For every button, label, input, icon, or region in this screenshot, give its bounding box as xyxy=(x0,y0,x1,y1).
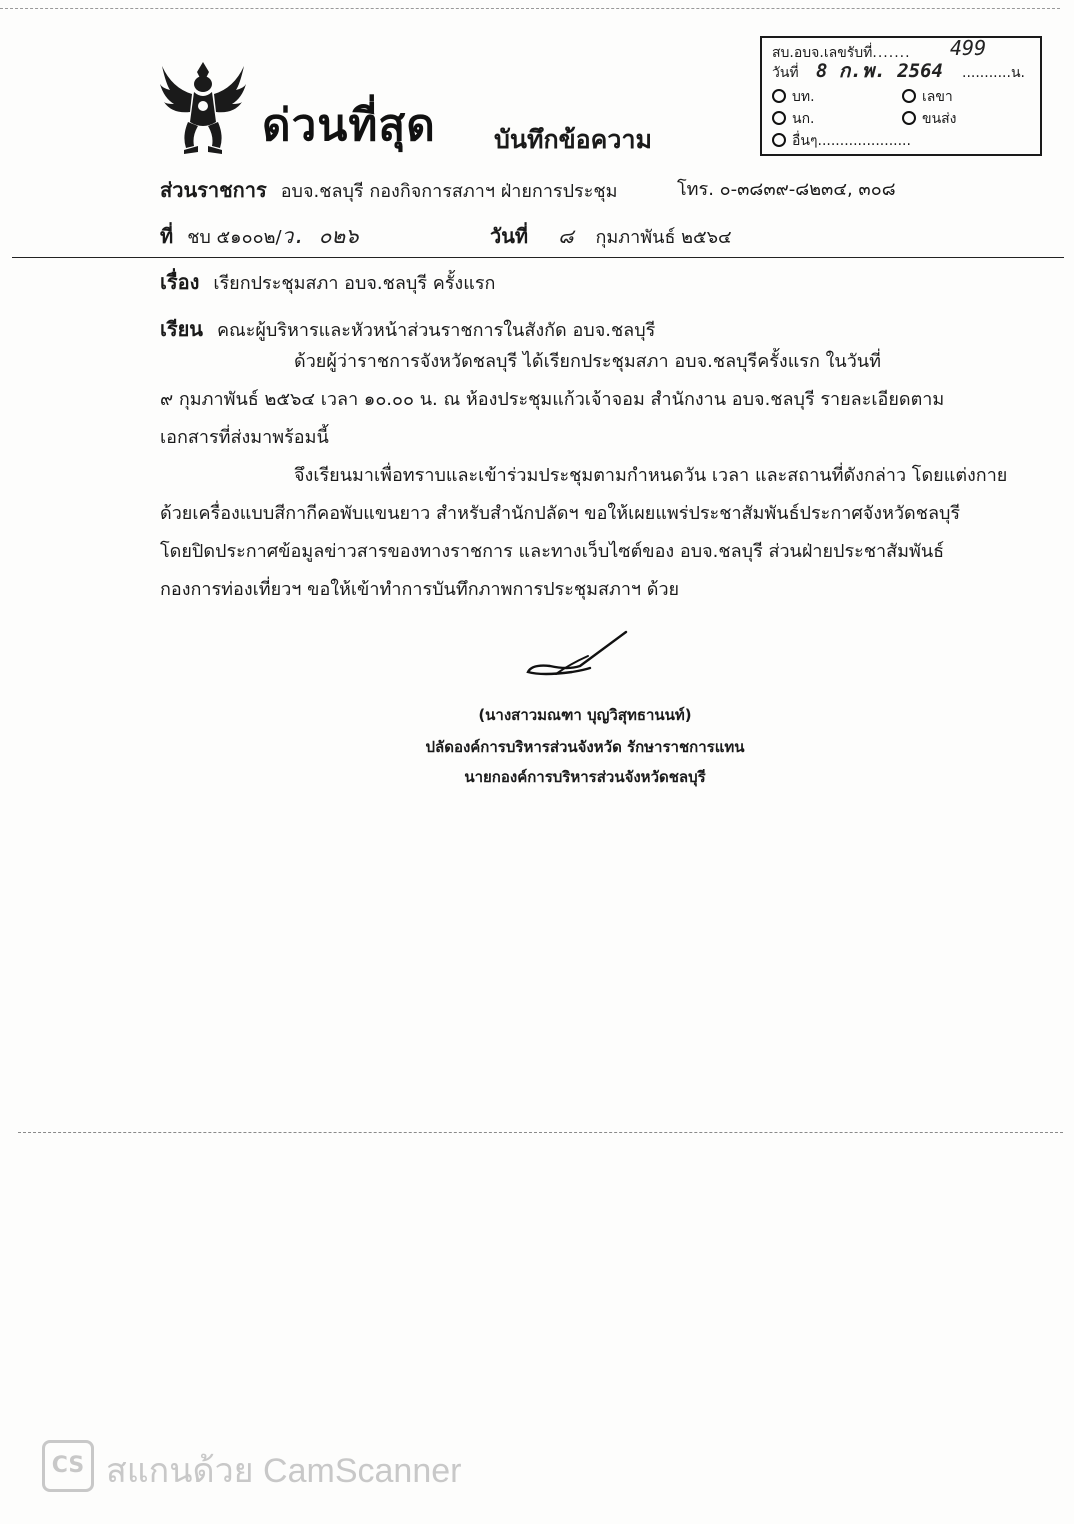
stamp-date-value: 8 ก.พ. 2564 xyxy=(816,60,943,82)
body-line: ๙ กุมภาพันธ์ ๒๕๖๔ เวลา ๑๐.๐๐ น. ณ ห้องประชุมแก้วเจ้าจอม สำนักงาน อบจ.ชลบุรี รายละเอียดตาม xyxy=(160,389,945,410)
top-dashed-border xyxy=(0,8,1060,9)
checkbox-circle-icon xyxy=(902,89,916,103)
stamp-option-1: บท. xyxy=(792,89,815,105)
stamp-option-5: อื่นๆ xyxy=(792,133,818,149)
stamp-receipt-label: สบ.อบจ.เลขรับที่ xyxy=(772,45,873,61)
addressee-label: เรียน xyxy=(160,317,203,341)
checkbox-circle-icon xyxy=(772,111,786,125)
body-line: โดยปิดประกาศข้อมูลข่าวสารของทางราชการ และทางเว็บไซต์ของ อบจ.ชลบุรี ส่วนฝ่ายประชาสัมพันธ์ xyxy=(160,541,945,562)
checkbox-circle-icon xyxy=(772,133,786,147)
camscanner-logo-icon: CS xyxy=(42,1440,94,1492)
agency-line xyxy=(160,174,617,206)
garuda-emblem-icon xyxy=(158,58,248,158)
body-paragraph-2 xyxy=(160,457,1008,609)
reference-value: ชบ ๕๑๐๐๒/ xyxy=(187,227,282,248)
agency-value: อบจ.ชลบุรี กองกิจการสภาฯ ฝ่ายการประชุม xyxy=(280,181,618,202)
stamp-option-4: ขนส่ง xyxy=(922,111,957,127)
bottom-dashed-border xyxy=(18,1132,1063,1133)
subject-value: เรียกประชุมสภา อบจ.ชลบุรี ครั้งแรก xyxy=(213,273,496,294)
date-label: วันที่ xyxy=(490,224,529,248)
stamp-option-2: เลขา xyxy=(922,89,953,105)
body-line: ด้วยเครื่องแบบสีกากีคอพับแขนยาว สำหรับสำนักปลัดฯ ขอให้เผยแพร่ประชาสัมพันธ์ประกาศจังหวัดชลบุรี xyxy=(160,503,961,524)
stamp-date-label: วันที่ xyxy=(772,65,799,81)
date-day: ๘ xyxy=(558,224,574,248)
subject-label: เรื่อง xyxy=(160,270,200,294)
body-line: จึงเรียนมาเพื่อทราบและเข้าร่วมประชุมตามกำหนดวัน เวลา และสถานที่ดังกล่าว โดยแต่งกาย xyxy=(294,465,1008,486)
header-divider xyxy=(12,257,1064,258)
date-line xyxy=(490,220,732,252)
checkbox-circle-icon xyxy=(902,111,916,125)
date-month-year: กุมภาพันธ์ ๒๕๖๔ xyxy=(595,227,732,248)
body-line: กองการท่องเที่ยวฯ ขอให้เข้าทำการบันทึกภาพการประชุมสภาฯ ด้วย xyxy=(160,579,680,600)
camscanner-watermark: สแกนด้วย CamScanner xyxy=(106,1452,462,1490)
agency-label: ส่วนราชการ xyxy=(160,178,267,202)
stamp-time-suffix: น. xyxy=(1010,65,1025,81)
urgency-label: ด่วนที่สุด xyxy=(262,100,436,151)
reference-handwritten: ว. ๐๒๖ xyxy=(281,224,359,248)
checkbox-circle-icon xyxy=(772,89,786,103)
signer-position: ปลัดองค์การบริหารส่วนจังหวัด รักษาราชการแทน xyxy=(425,738,745,756)
addressee-line xyxy=(160,313,655,345)
body-paragraph-1 xyxy=(160,343,990,457)
addressee-value: คณะผู้บริหารและหัวหน้าส่วนราชการในสังกัด อบจ.ชลบุรี xyxy=(216,320,656,341)
receipt-stamp: สบ.อบจ.เลขรับที่....... 499 วันที่ 8 ก.พ. 2564 ...........น. บท. เลขา นก. ขนส่ง อื่นๆ..................... xyxy=(760,36,1042,156)
reference-label: ที่ xyxy=(160,224,174,248)
subject-line xyxy=(160,266,495,298)
stamp-receipt-number: 499 xyxy=(950,36,987,60)
body-line: เอกสารที่ส่งมาพร้อมนี้ xyxy=(160,427,329,448)
document-type-title: บันทึกข้อความ xyxy=(494,125,652,154)
body-line: ด้วยผู้ว่าราชการจังหวัดชลบุรี ได้เรียกประชุมสภา อบจ.ชลบุรีครั้งแรก ในวันที่ xyxy=(294,351,881,372)
signer-name: (นางสาวมณฑา บุญวิสุทธานนท์) xyxy=(478,706,692,724)
signer-position-acting: นายกองค์การบริหารส่วนจังหวัดชลบุรี xyxy=(464,768,706,786)
reference-line xyxy=(160,220,359,253)
handwritten-signature xyxy=(520,628,640,684)
phone-number: โทร. ๐-๓๘๓๙-๘๒๓๔, ๓๐๘ xyxy=(677,179,896,200)
stamp-option-3: นก. xyxy=(792,111,815,127)
